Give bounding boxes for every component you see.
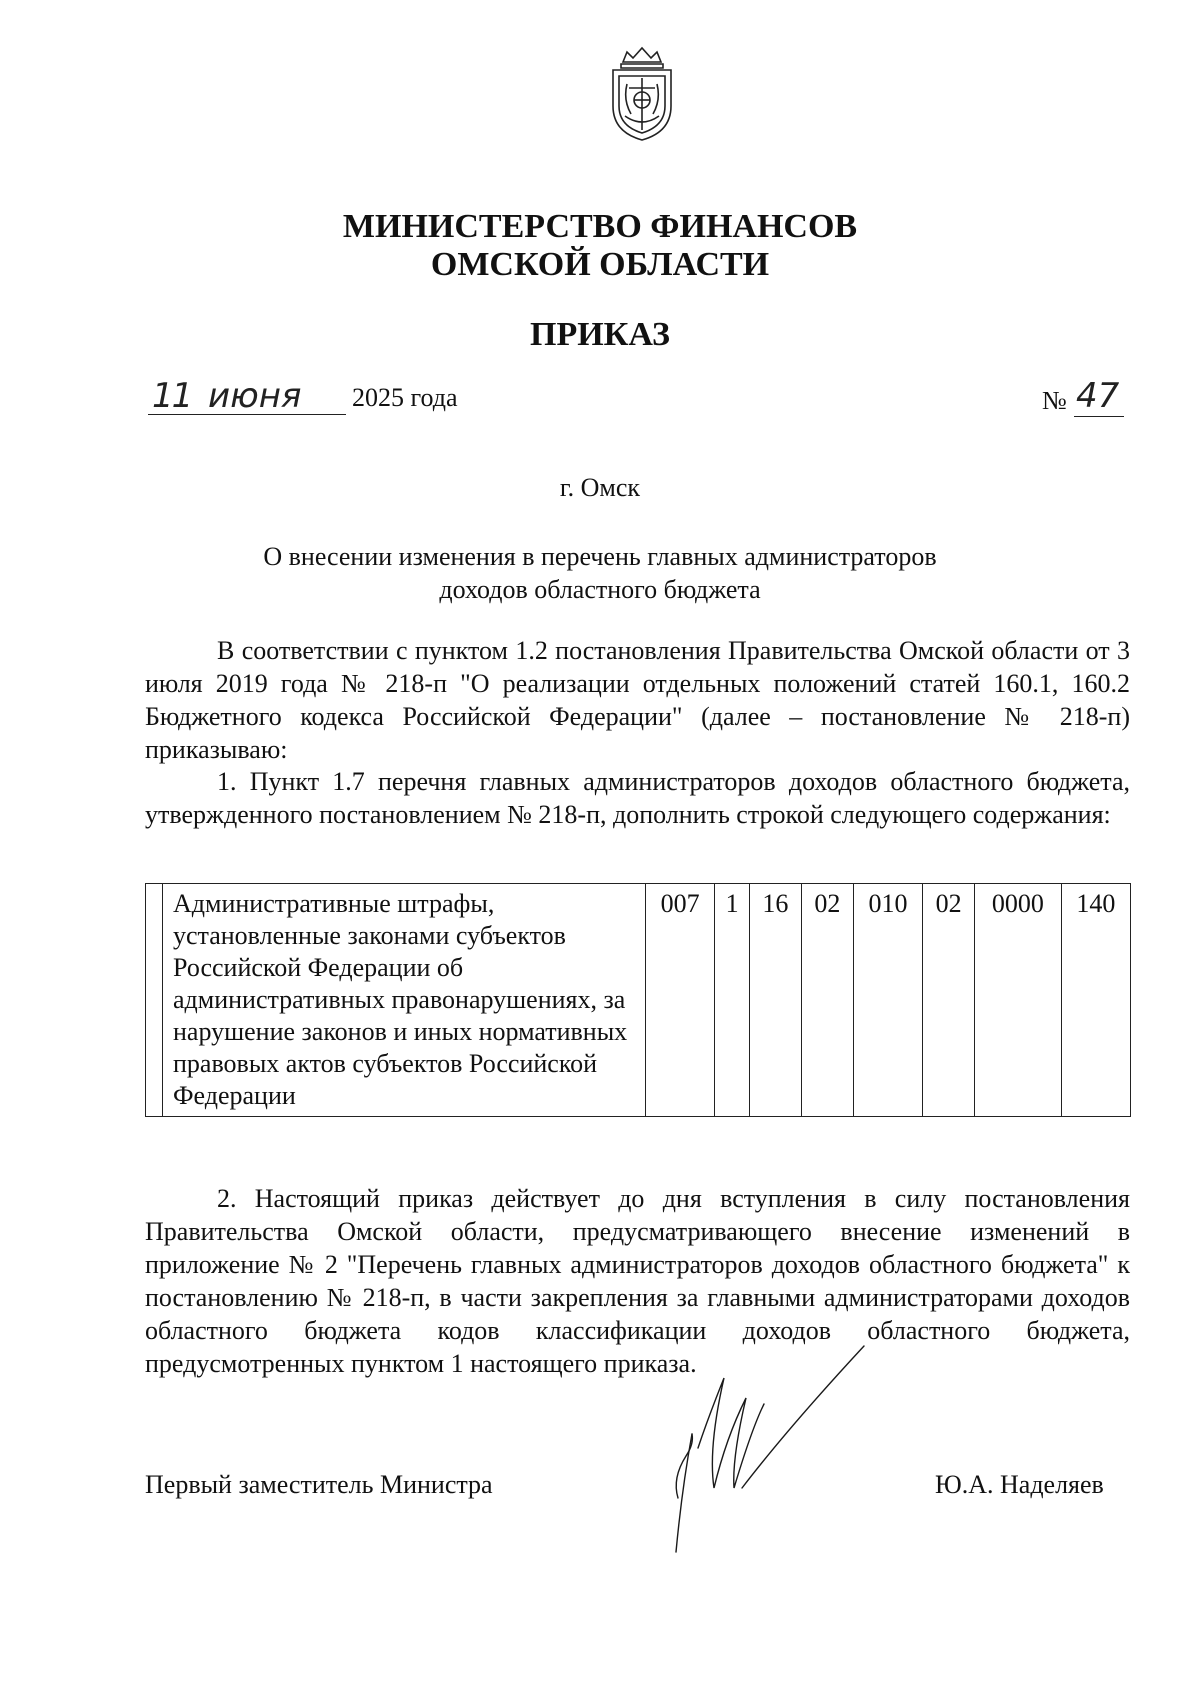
item2-paragraph	[145, 1182, 1130, 1380]
preamble-paragraph	[145, 634, 1130, 766]
date-year: 2025 года	[352, 383, 458, 412]
subject-line2: доходов областного бюджета	[439, 575, 761, 604]
table-cell-code-subgroup: 16	[749, 884, 801, 1117]
order-number-handwritten: 47	[1076, 376, 1120, 416]
subject-line1: О внесении изменения в перечень главных администраторов	[263, 542, 937, 571]
coat-of-arms-icon	[603, 44, 681, 144]
table-cell-income-name: Административные штрафы, установленные законами субъектов Российской Федерации об административных правонарушениях, за нарушение законов и иных нормативных правовых актов субъектов Российской Федерации	[163, 884, 646, 1117]
date-day-handwritten: 11	[152, 376, 192, 416]
handwritten-signature-icon	[668, 1338, 868, 1558]
table-cell-code-economic: 140	[1061, 884, 1130, 1117]
income-codes-table	[145, 883, 1131, 1117]
table-cell-code-administrator: 007	[646, 884, 715, 1117]
table-cell-code-element: 02	[923, 884, 975, 1117]
item1-paragraph	[145, 765, 1130, 831]
item1-text: 1. Пункт 1.7 перечня главных администраторов доходов областного бюджета, утвержденного постановлением № 218-п, дополнить строкой следующего содержания:	[145, 767, 1130, 829]
ministry-name-line1: МИНИСТЕРСТВО ФИНАНСОВ	[342, 208, 858, 245]
table-cell-code-article: 02	[801, 884, 853, 1117]
item2-text: 2. Настоящий приказ действует до дня вступления в силу постановления Правительства Омской области, предусматривающего внесение изменений в приложение № 2 "Перечень главных администраторов доходов областного бюджета" к постановлению № 218-п, в части закрепления за главными администраторами доходов областного бюджета кодов классификации доходов областного бюджета, предусмотренных пунктом 1 настоящего приказа.	[145, 1184, 1130, 1378]
ministry-name-line2: ОМСКОЙ ОБЛАСТИ	[430, 246, 770, 283]
city: г. Омск	[559, 473, 641, 502]
number-sign: №	[1042, 386, 1067, 415]
preamble-text: В соответствии с пунктом 1.2 постановления Правительства Омской области от 3 июля 2019 года № 218-п "О реализации отдельных положений статей 160.1, 160.2 Бюджетного кодекса Российской Федерации" (далее – постановление № 218-п) приказываю:	[145, 636, 1130, 764]
date-month-handwritten: июня	[208, 376, 302, 416]
date-underline	[148, 414, 346, 415]
table-cell-code-subarticle: 010	[853, 884, 922, 1117]
table-cell-code-program: 0000	[975, 884, 1062, 1117]
number-underline	[1074, 416, 1124, 417]
signer-position: Первый заместитель Министра	[145, 1470, 493, 1499]
document-type-title: ПРИКАЗ	[530, 316, 670, 353]
table-row	[146, 884, 1131, 1117]
table-cell-code-group: 1	[715, 884, 750, 1117]
table-cell-empty	[146, 884, 163, 1117]
signer-name: Ю.А. Наделяев	[935, 1470, 1104, 1499]
order-subject	[0, 540, 1200, 606]
